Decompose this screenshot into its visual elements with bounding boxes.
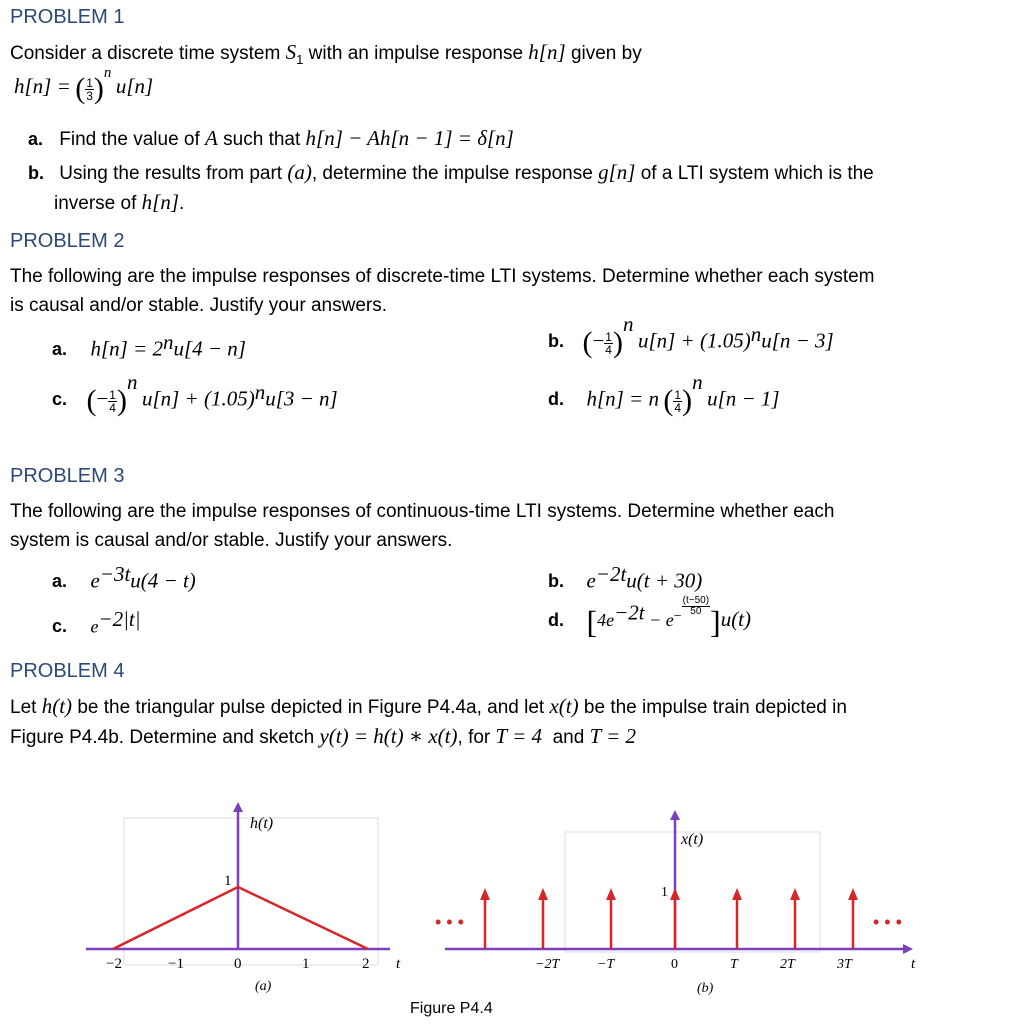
impulse-arrow-icon — [538, 888, 548, 900]
problem2-part-b: b. (− $\frac{1}{4}$ )$^n$ $u[n] + (1.05)^nu[n - 3]$ — [548, 312, 834, 360]
problem1-intro: Consider a discrete time system $S_1$ with an impulse response h[n] given by — [10, 40, 642, 67]
figure-b-tick: −T — [597, 957, 615, 972]
figure-b-tick: 0 — [671, 957, 678, 972]
figure-a-tick: −2 — [106, 956, 122, 972]
problem3-part-c: c. $e^{-2|t|}$ — [52, 607, 141, 637]
figure-a-tick: −1 — [168, 956, 184, 972]
figure-a-y-arrow-icon — [233, 802, 243, 812]
problem1-part-a: a. Find the value of A such that h[n] − Ah[n − 1] = δ[n] — [28, 126, 514, 150]
impulse-arrow-icon — [848, 888, 858, 900]
figure-a — [78, 800, 418, 1000]
figure-caption: Figure P4.4 — [410, 1000, 493, 1017]
figure-b-dots-right: • • • — [873, 912, 902, 932]
problem2-text: The following are the impulse responses of discrete-time LTI systems. Determine whether each system is causal and/or stable. Justify your answers. — [10, 266, 875, 316]
figure-b-ylabel: x(t) — [681, 831, 704, 848]
figure-b-xlabel: t — [911, 956, 916, 972]
problem2-part-d: d. h[n] = n ( $\frac{1}{4}$ )$^n$ u[n − 1] — [548, 370, 780, 418]
figure-b-tick: 2T — [780, 957, 795, 972]
problem4-heading: PROBLEM 4 — [10, 660, 125, 682]
figure-b-tick: 3T — [837, 957, 852, 972]
figure-b-tick: T — [730, 957, 738, 972]
impulse-arrow-icon — [606, 888, 616, 900]
figure-b-tick: −2T — [535, 957, 560, 972]
figure-b-sub: (b) — [697, 981, 714, 996]
problem1-part-b: b. Using the results from part (a), determine the impulse response g[n] of a LTI system which is the inverse of h[n]. — [28, 160, 874, 214]
problem3-part-b: b. $e^{-2t}u(t + 30)$ — [548, 562, 703, 593]
figure-a-peak-label: 1 — [224, 873, 232, 889]
figure-b-y-arrow-icon — [670, 810, 680, 820]
problem3-text: The following are the impulse responses of continuous-time LTI systems. Determine whether each system is causal and/or stable. Justify your answers. — [10, 501, 835, 551]
impulse-arrow-icon — [732, 888, 742, 900]
figure-a-frame — [124, 818, 378, 965]
problem3-part-d: d. [$4e^{-2t} - e^{- \frac{(t-50)}{50}}$ ]u(t) — [548, 595, 752, 640]
problem2-part-c: c. (− $\frac{1}{4}$ )$^n$ $u[n] + (1.05)^nu[3 - n]$ — [52, 370, 338, 418]
figure-a-sub: (a) — [255, 979, 272, 994]
figure-b-amp-label: 1 — [661, 885, 668, 900]
impulse-arrow-icon — [480, 888, 490, 900]
impulse-arrow-icon — [670, 888, 680, 900]
problem2-part-a: a. $h[n] = 2^nu[4 - n]$ — [52, 330, 246, 361]
figure-b — [425, 810, 925, 1000]
problem2-heading: PROBLEM 2 — [10, 230, 125, 252]
figure-b-impulses — [480, 888, 858, 949]
problem3-part-a: a. $e^{-3t}u(4 - t)$ — [52, 562, 196, 593]
figure-a-tick: 2 — [362, 956, 370, 972]
problem1-heading: PROBLEM 1 — [10, 6, 125, 28]
figure-b-frame — [565, 832, 820, 952]
problem1-equation: h[n] = ( $\frac{1}{3}$ )$^n$ u[n] — [14, 64, 154, 105]
figure-a-ylabel: h(t) — [250, 815, 274, 832]
figure-a-xlabel: t — [396, 956, 401, 972]
figure-a-tick: 1 — [302, 956, 310, 972]
problem3-heading: PROBLEM 3 — [10, 465, 125, 487]
impulse-arrow-icon — [790, 888, 800, 900]
problem4-text: Let h(t) be the triangular pulse depicted in Figure P4.4a, and let x(t) be the impulse train depicted in Figure P4.4b. Determine and sketch y(t) = h(t) ∗ x(t), for T = 4 and T = 2 — [10, 694, 847, 748]
figure-b-x-arrow-icon — [903, 944, 913, 954]
figure-a-triangle-pulse — [113, 887, 368, 949]
figure-a-tick: 0 — [234, 956, 242, 972]
figure-b-dots-left: • • • — [435, 912, 464, 932]
